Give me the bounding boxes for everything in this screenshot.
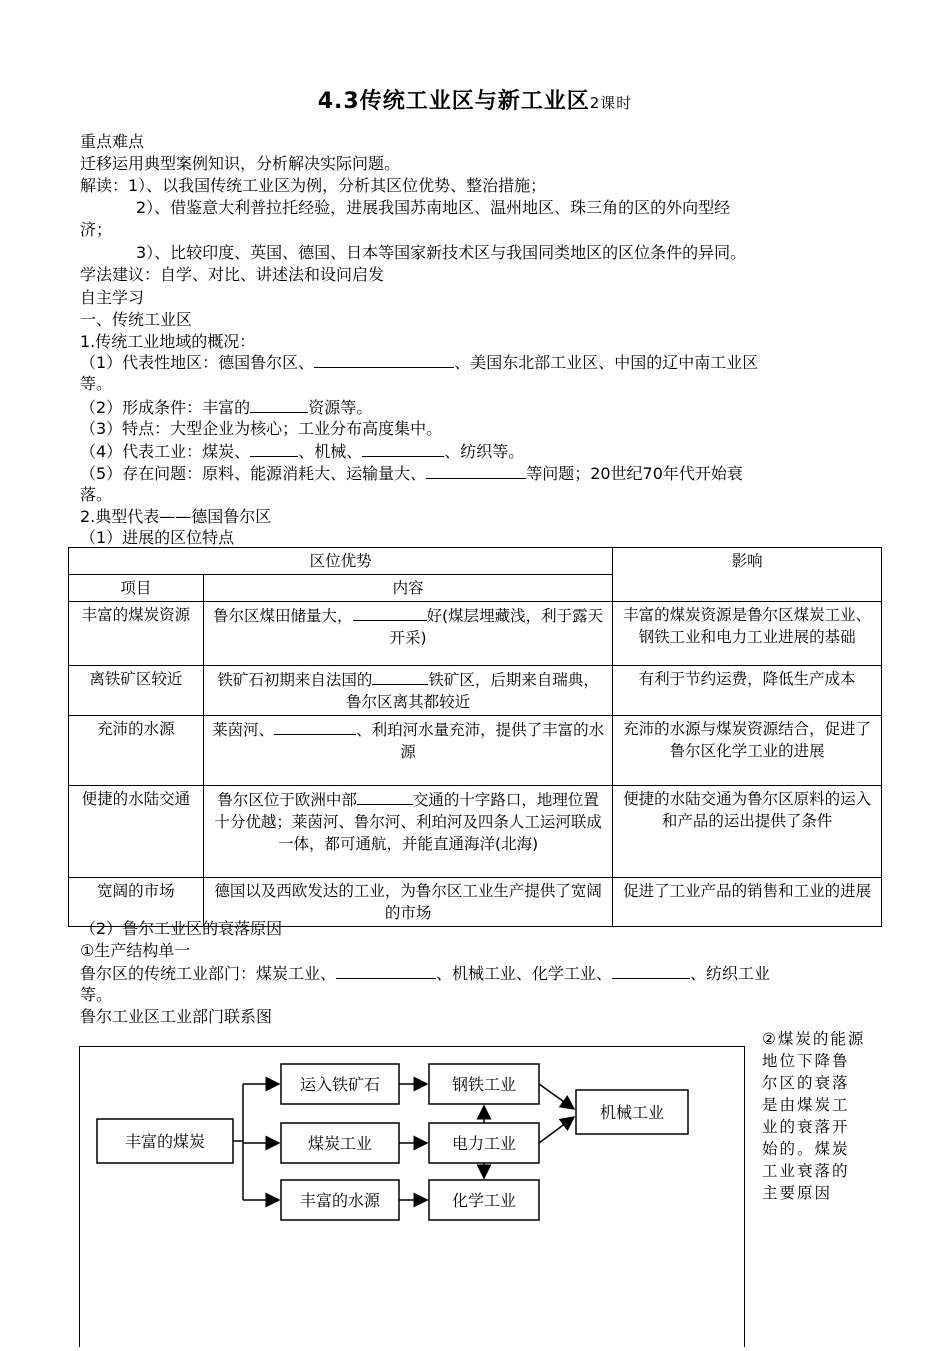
answer-blank[interactable] bbox=[362, 440, 444, 457]
text-span: 莱茵河、 bbox=[212, 721, 275, 739]
answer-blank[interactable] bbox=[274, 718, 356, 735]
answer-blank[interactable] bbox=[357, 788, 413, 805]
title-suffix: 2课时 bbox=[589, 94, 633, 112]
row-effect: 充沛的水源与煤炭资源结合，促进了鲁尔区化学工业的进展 bbox=[613, 716, 882, 786]
table-header-advantages: 区位优势 bbox=[69, 548, 613, 575]
subsection-heading: （2）鲁尔工业区的衰落原因 bbox=[80, 919, 283, 938]
row-item: 充沛的水源 bbox=[69, 716, 204, 786]
answer-blank[interactable] bbox=[314, 351, 454, 368]
fill-line bbox=[80, 396, 880, 419]
title-main: 4.3传统工业区与新工业区 bbox=[317, 89, 590, 114]
page-title bbox=[0, 84, 950, 115]
text-line: （3）特点：大型企业为核心；工业分布高度集中。 bbox=[80, 419, 443, 438]
text-span: 、纺织等。 bbox=[444, 442, 525, 461]
text-span: 交通的十字路口，地理位置十分优越；莱茵河、鲁尔河、利珀河及四条人工运河联成一体，都可通航，并能直通海洋(北海) bbox=[214, 791, 602, 853]
section-heading: 一、传统工业区 bbox=[80, 310, 193, 329]
fill-line bbox=[80, 440, 880, 463]
text-span: 、利珀河水量充沛，提供了丰富的水源 bbox=[356, 721, 605, 761]
row-item: 离铁矿区较近 bbox=[69, 666, 204, 716]
row-content bbox=[203, 716, 613, 786]
fill-line bbox=[80, 351, 880, 374]
subsection-heading: 1.传统工业地域的概况： bbox=[80, 332, 256, 351]
answer-blank[interactable] bbox=[372, 668, 428, 685]
table-row bbox=[69, 716, 882, 786]
text-line: 济； bbox=[80, 220, 113, 239]
text-span: 好(煤层埋藏浅，利于露天开采) bbox=[389, 607, 604, 647]
text-span: 、美国东北部工业区、中国的辽中南工业区 bbox=[454, 353, 759, 372]
text-line: 3）、比较印度、英国、德国、日本等国家新技术区与我国同类地区的区位条件的异同。 bbox=[136, 243, 747, 262]
text-span: 、纺织工业 bbox=[690, 964, 771, 983]
label-machinery: 机械工业 bbox=[599, 1105, 665, 1122]
subsection-heading: 2.典型代表——德国鲁尔区 bbox=[80, 507, 272, 526]
section-key-points: 重点难点 bbox=[80, 132, 145, 151]
table-row bbox=[69, 666, 882, 716]
text-line: 2）、借鉴意大利普拉托经验，进展我国苏南地区、温州地区、珠三角的区的外向型经 bbox=[136, 198, 731, 217]
label-coal-industry: 煤炭工业 bbox=[307, 1136, 373, 1153]
row-item: 丰富的煤炭资源 bbox=[69, 602, 204, 666]
subsection-heading: （1）进展的区位特点 bbox=[80, 528, 235, 547]
text-line: 等。 bbox=[80, 985, 113, 1004]
label-iron-ore: 运入铁矿石 bbox=[299, 1077, 381, 1094]
linkage-svg bbox=[80, 1047, 744, 1347]
text-span: （1）代表性地区：德国鲁尔区、 bbox=[80, 353, 315, 372]
label-power: 电力工业 bbox=[451, 1136, 517, 1153]
industry-linkage-diagram bbox=[79, 1046, 745, 1347]
row-content bbox=[203, 602, 613, 666]
section-self-study: 自主学习 bbox=[80, 288, 145, 307]
row-effect: 促进了工业产品的销售和工业的进展 bbox=[613, 878, 882, 927]
text-span: （5）存在问题：原料、能源消耗大、运输量大、 bbox=[80, 464, 427, 483]
text-span: 铁矿石初期来自法国的 bbox=[217, 671, 373, 689]
row-content: 德国以及西欧发达的工业，为鲁尔区工业生产提供了宽阔的市场 bbox=[203, 878, 613, 927]
table-header-item: 项目 bbox=[69, 575, 204, 602]
label-coal: 丰富的煤炭 bbox=[124, 1134, 206, 1151]
answer-blank[interactable] bbox=[336, 962, 436, 979]
table-row bbox=[69, 602, 882, 666]
row-content bbox=[203, 666, 613, 716]
fill-line bbox=[80, 462, 880, 485]
side-note: ②煤炭的能源地位下降鲁尔区的衰落是由煤炭工业的衰落开始的。煤炭工业衰落的主要原因 bbox=[762, 1030, 866, 1202]
label-steel: 钢铁工业 bbox=[451, 1077, 517, 1094]
text-span: 等问题；20世纪70年代开始衰 bbox=[526, 464, 743, 483]
diagram-caption: 鲁尔工业区工业部门联系图 bbox=[80, 1007, 273, 1026]
arrow bbox=[539, 1084, 574, 1109]
text-span: 鲁尔区的传统工业部门：煤炭工业、 bbox=[80, 964, 337, 983]
text-line: 迁移运用典型案例知识，分析解决实际问题。 bbox=[80, 154, 401, 173]
label-chemical: 化学工业 bbox=[451, 1193, 517, 1210]
text-span: 资源等。 bbox=[308, 398, 373, 417]
table-header-effect: 影响 bbox=[613, 548, 882, 602]
answer-blank[interactable] bbox=[250, 440, 298, 457]
text-line: 落。 bbox=[80, 485, 113, 504]
text-line: 学法建议：自学、对比、讲述法和设问启发 bbox=[80, 265, 385, 284]
answer-blank[interactable] bbox=[353, 604, 427, 621]
table-row bbox=[69, 786, 882, 878]
text-line: ①生产结构单一 bbox=[80, 941, 191, 960]
text-span: （4）代表工业：煤炭、 bbox=[80, 442, 251, 461]
table-header-content: 内容 bbox=[203, 575, 613, 602]
row-effect: 有利于节约运费，降低生产成本 bbox=[613, 666, 882, 716]
text-span: 、机械、 bbox=[298, 442, 363, 461]
row-item: 宽阔的市场 bbox=[69, 878, 204, 927]
answer-blank[interactable] bbox=[250, 396, 308, 413]
text-span: 、机械工业、化学工业、 bbox=[436, 964, 613, 983]
row-effect: 便捷的水陆交通为鲁尔区原料的运入和产品的运出提供了条件 bbox=[613, 786, 882, 878]
label-water: 丰富的水源 bbox=[299, 1193, 381, 1210]
text-span: 铁矿区，后期来自瑞典，鲁尔区离其都较近 bbox=[346, 671, 599, 711]
text-span: （2）形成条件：丰富的 bbox=[80, 398, 251, 417]
row-content bbox=[203, 786, 613, 878]
answer-blank[interactable] bbox=[612, 962, 690, 979]
fill-line bbox=[80, 962, 880, 985]
text-line: 等。 bbox=[80, 374, 113, 393]
row-item: 便捷的水陆交通 bbox=[69, 786, 204, 878]
text-span: 鲁尔区煤田储量大， bbox=[213, 607, 353, 625]
text-line: 解读：1）、以我国传统工业区为例，分析其区位优势、整治措施； bbox=[80, 176, 547, 195]
arrow bbox=[539, 1117, 574, 1143]
answer-blank[interactable] bbox=[426, 462, 526, 479]
row-effect: 丰富的煤炭资源是鲁尔区煤炭工业、钢铁工业和电力工业进展的基础 bbox=[613, 602, 882, 666]
text-span: 鲁尔区位于欧洲中部 bbox=[217, 791, 357, 809]
location-advantages-table bbox=[68, 547, 882, 927]
